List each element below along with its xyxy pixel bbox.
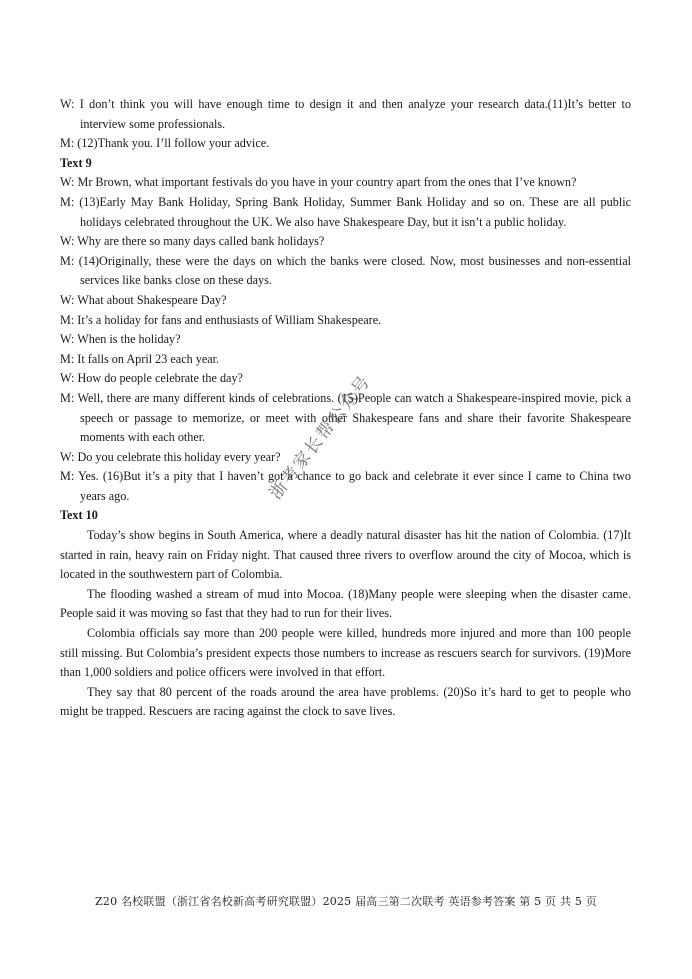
- dialogue-line: [60, 467, 631, 506]
- speaker-label: M:: [60, 351, 75, 366]
- dialogue-line: [60, 252, 631, 291]
- dialogue-text: How do people celebrate the day?: [77, 371, 243, 386]
- dialogue-line: [60, 448, 631, 468]
- text10-paragraph: Colombia officials say more than 200 people were killed, hundreds more injured and more than 100 people still missing. But Colombia’s president expects those numbers to increase as rescuers search for survivors. (19)More than 1,000 soldiers and police officers were involved in that effort.: [60, 626, 631, 680]
- dialogue-text: Yes. (16)But it’s a pity that I haven’t got a chance to go back and celebrate it ever since I came to China two years ago.: [77, 469, 631, 503]
- dialogue-text: Mr Brown, what important festivals do you have in your country apart from the ones that I’ve known?: [77, 175, 577, 190]
- dialogue-line: [60, 330, 631, 350]
- text10-paragraph: Today’s show begins in South America, where a deadly natural disaster has hit the nation of Colombia. (17)It started in rain, heavy rain on Friday night. That caused three rivers to overflow around the city of Mocoa, which is located in the southwestern part of Colombia.: [60, 528, 631, 582]
- speaker-label: W:: [60, 449, 75, 464]
- dialogue-text: (12)Thank you. I’ll follow your advice.: [77, 136, 270, 151]
- text9-heading: Text 9: [60, 155, 92, 170]
- dialogue-line: [60, 311, 631, 331]
- dialogue-line: [60, 369, 631, 389]
- text10-paragraph: They say that 80 percent of the roads around the area have problems. (20)So it’s hard to get to people who might be trapped. Rescuers are racing against the clock to save lives.: [60, 684, 631, 719]
- dialogue-text: I don’t think you will have enough time to design it and then analyze your research data.(11)It’s better to interview some professionals.: [79, 97, 631, 131]
- dialogue-line-w-11: [60, 95, 631, 134]
- dialogue-line: [60, 173, 631, 193]
- dialogue-line: [60, 193, 631, 232]
- speaker-label: W:: [60, 371, 75, 386]
- dialogue-line: [60, 291, 631, 311]
- speaker-label: M:: [60, 194, 75, 209]
- dialogue-text: Why are there so many days called bank holidays?: [77, 234, 325, 249]
- dialogue-line: [60, 389, 631, 448]
- dialogue-text: Well, there are many different kinds of celebrations. (15)People can watch a Shakespeare-inspired movie, pick a speech or passage to memorize, or meet with other Shakespeare fans and share their favorite Shakespeare moments with each other.: [77, 390, 631, 445]
- dialogue-text: It falls on April 23 each year.: [77, 351, 220, 366]
- speaker-label: W:: [60, 175, 75, 190]
- dialogue-line-m-12: [60, 134, 631, 154]
- dialogue-text: It’s a holiday for fans and enthusiasts of William Shakespeare.: [77, 312, 382, 327]
- dialogue-line: [60, 350, 631, 370]
- speaker-label: W:: [60, 97, 75, 111]
- watermark-text: 浙考家长帮公众号: [265, 371, 376, 504]
- speaker-label: M:: [60, 253, 75, 268]
- dialogue-text: What about Shakespeare Day?: [77, 292, 227, 307]
- speaker-label: M:: [60, 469, 75, 484]
- dialogue-line: [60, 232, 631, 252]
- text10-paragraph: The flooding washed a stream of mud into Mocoa. (18)Many people were sleeping when the disaster came. People said it was moving so fast that they had to run for their lives.: [60, 586, 631, 621]
- dialogue-text: (14)Originally, these were the days on which the banks were closed. Now, most businesses and non-essential services like banks close on these days.: [78, 253, 631, 288]
- speaker-label: W:: [60, 234, 75, 249]
- speaker-label: M:: [60, 136, 75, 151]
- speaker-label: M:: [60, 390, 75, 405]
- dialogue-text: (13)Early May Bank Holiday, Spring Bank Holiday, Summer Bank Holiday and so on. These are all public holidays celebrated throughout the UK. We also have Shakespeare Day, but it isn’t a public holiday.: [79, 194, 632, 229]
- text10-heading: Text 10: [60, 508, 98, 523]
- page-footer: Z20 名校联盟（浙江省名校新高考研究联盟）2025 届高三第二次联考 英语参考答案 第 5 页 共 5 页: [95, 895, 597, 908]
- dialogue-text: Do you celebrate this holiday every year?: [77, 449, 281, 464]
- speaker-label: M:: [60, 312, 75, 327]
- speaker-label: W:: [60, 292, 75, 307]
- dialogue-text: When is the holiday?: [77, 332, 181, 347]
- document-body: [60, 95, 631, 722]
- speaker-label: W:: [60, 332, 75, 347]
